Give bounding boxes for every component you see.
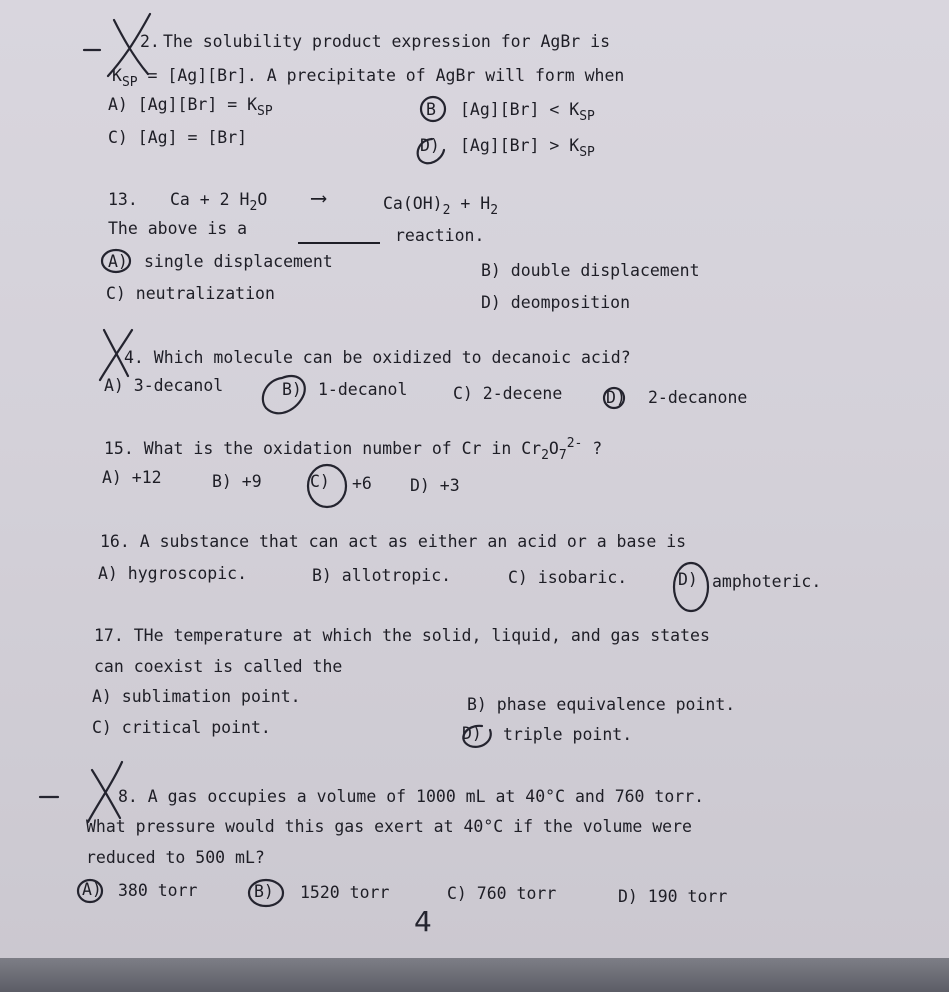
q13-option-a: single displacement <box>144 252 333 271</box>
q15-letter-c: C) <box>310 472 330 491</box>
q17-option-d: triple point. <box>503 725 633 744</box>
q17-option-c: C) critical point. <box>92 718 271 737</box>
q13-equation-left: Ca + 2 $H_2O$ <box>170 190 268 214</box>
table-surface <box>0 958 949 992</box>
q15-stem: 15. What is the oxidation number of Cr in $Cr_2O_7^{2-}$ ? <box>104 436 603 463</box>
q18-stem-line2: What pressure would this gas exert at 40°C if the volume were <box>86 817 692 836</box>
q14-stem: 4. Which molecule can be oxidized to decanoic acid? <box>124 348 631 367</box>
q17-option-a: A) sublimation point. <box>92 687 301 706</box>
q14-letter-d: D) <box>606 388 626 407</box>
q13-stem-a: The above is a <box>108 219 248 238</box>
q14-option-a: A) 3-decanol <box>104 376 224 395</box>
q18-letter-b: B) <box>254 882 274 901</box>
q13-arrow: ⟶ <box>312 186 326 211</box>
q12-stem-line1: The solubility product expression for AgBr is <box>163 32 611 51</box>
q12-letter-d: D) <box>420 136 440 155</box>
q13-number: 13. <box>108 190 138 209</box>
q14-option-d: 2-decanone <box>648 388 748 407</box>
q15-option-b: B) +9 <box>212 472 262 491</box>
q18-stem-line1: 8. A gas occupies a volume of 1000 mL at 40°C and 760 torr. <box>118 787 705 806</box>
q16-option-a: A) hygroscopic. <box>98 564 248 583</box>
q16-option-b: B) allotropic. <box>312 566 452 585</box>
q15-option-c: +6 <box>352 474 372 493</box>
q12-option-c: C) [Ag] = [Br] <box>108 128 248 147</box>
q12-option-b: $[Ag][Br] < K_{SP}$ <box>460 100 595 124</box>
q12-stem-line2: $K_{SP} = [Ag][Br]$. A precipitate of AgBr will form when <box>112 66 625 90</box>
q12-option-d: $[Ag][Br] > K_{SP}$ <box>460 136 595 160</box>
q14-option-b: 1-decanol <box>318 380 408 399</box>
q18-option-c: C) 760 torr <box>447 884 557 903</box>
q12-option-a: A) $[Ag][Br] = K_{SP}$ <box>108 95 273 119</box>
q16-option-d: amphoteric. <box>712 572 822 591</box>
q18-option-d: D) 190 torr <box>618 887 728 906</box>
q17-option-b: B) phase equivalence point. <box>467 695 736 714</box>
q14-option-c: C) 2-decene <box>453 384 563 403</box>
q18-option-b: 1520 torr <box>300 883 390 902</box>
q16-stem: 16. A substance that can act as either an acid or a base is <box>100 532 687 551</box>
q18-letter-a: A) <box>82 880 102 899</box>
q17-stem-line1: 17. THe temperature at which the solid, liquid, and gas states <box>94 626 710 645</box>
q18-option-a: 380 torr <box>118 881 198 900</box>
q15-option-d: D) +3 <box>410 476 460 495</box>
q13-equation-right: $Ca(OH)_2 + H_2$ <box>383 194 499 218</box>
q13-letter-a: A) <box>108 252 128 271</box>
q16-letter-d: D) <box>678 570 698 589</box>
q13-stem-b: reaction. <box>395 226 485 245</box>
q15-option-a: A) +12 <box>102 468 162 487</box>
q13-answer-blank <box>298 242 380 244</box>
handwritten-page-number: 4 <box>414 905 432 938</box>
q18-stem-line3: reduced to 500 mL? <box>86 848 265 867</box>
q13-option-c: C) neutralization <box>106 284 275 303</box>
q12-number: 2. <box>140 32 160 51</box>
q17-stem-line2: can coexist is called the <box>94 657 343 676</box>
q17-letter-d: D) <box>462 724 482 743</box>
q13-option-b: B) double displacement <box>481 261 700 280</box>
q16-option-c: C) isobaric. <box>508 568 628 587</box>
q14-letter-b: B) <box>282 380 302 399</box>
q13-option-d: D) deomposition <box>481 293 631 312</box>
q12-letter-b: B <box>426 100 436 119</box>
